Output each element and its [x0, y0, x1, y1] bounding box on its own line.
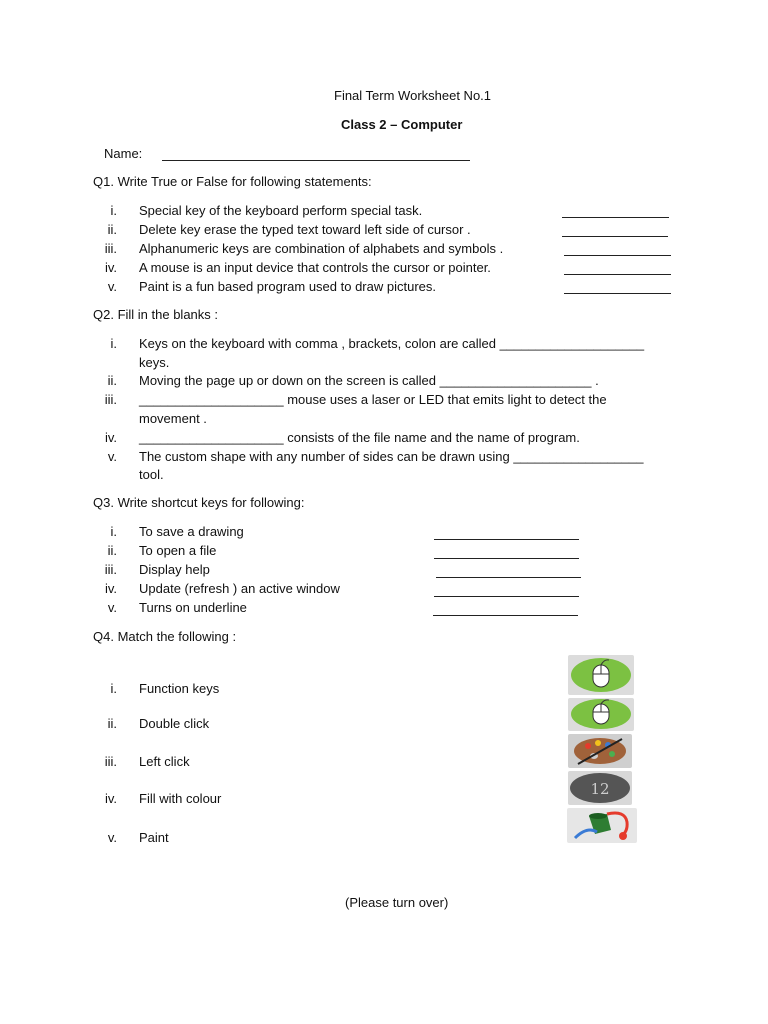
q3-item-1-numeral: i.	[110, 524, 117, 539]
paint-palette-icon	[568, 734, 632, 768]
q3-item-3-numeral: iii.	[104, 562, 117, 577]
q2-item-2-numeral: ii.	[107, 373, 117, 388]
q1-item-5-answer-line[interactable]	[564, 293, 671, 294]
q3-item-2-numeral: ii.	[107, 543, 117, 558]
q4-item-5-text: Paint	[139, 830, 169, 845]
q4-item-3-text: Left click	[139, 754, 190, 769]
q1-item-5-numeral: v.	[107, 279, 117, 294]
green-mouse-icon	[568, 698, 634, 731]
q3-item-4-text: Update (refresh ) an active window	[139, 581, 340, 596]
q3-item-2-answer-line[interactable]	[434, 558, 579, 559]
q2-heading: Q2. Fill in the blanks :	[93, 307, 218, 322]
q2-item-2-line1: Moving the page up or down on the screen is called _____________________ .	[139, 373, 599, 388]
q3-item-2-text: To open a file	[139, 543, 217, 558]
q1-item-1-text: Special key of the keyboard perform special task.	[139, 203, 423, 218]
q4-item-1-numeral: i.	[110, 681, 117, 696]
q3-item-1-text: To save a drawing	[139, 524, 244, 539]
please-turn-over: (Please turn over)	[345, 895, 449, 910]
q3-heading: Q3. Write shortcut keys for following:	[93, 495, 305, 510]
q4-item-2-text: Double click	[139, 716, 210, 731]
q1-heading: Q1. Write True or False for following statements:	[93, 174, 372, 189]
q2-item-3-line1: ____________________ mouse uses a laser or LED that emits light to detect the	[139, 392, 607, 407]
q1-item-2-numeral: ii.	[107, 222, 117, 237]
function-key-f12-icon	[568, 771, 632, 805]
q2-item-5-numeral: v.	[107, 449, 117, 464]
worksheet-title: Final Term Worksheet No.1	[334, 88, 492, 103]
q4-heading: Q4. Match the following :	[93, 629, 237, 644]
q1-item-4-numeral: iv.	[104, 260, 117, 275]
q4-item-5-numeral: v.	[107, 830, 117, 845]
q3-item-3-answer-line[interactable]	[436, 577, 581, 578]
q2-item-1-numeral: i.	[110, 336, 117, 351]
f12-label: 12	[590, 780, 610, 798]
q3-item-5-answer-line[interactable]	[433, 615, 578, 616]
q2-item-5-line2: tool.	[139, 467, 164, 482]
q1-item-3-numeral: iii.	[104, 241, 117, 256]
q1-item-3-text: Alphanumeric keys are combination of alphabets and symbols .	[139, 241, 504, 256]
paint-bucket-icon	[567, 808, 637, 843]
q2-item-3-line2: movement .	[139, 411, 207, 426]
q4-item-4-numeral: iv.	[104, 791, 117, 806]
name-label: Name:	[104, 146, 143, 161]
q1-item-2-answer-line[interactable]	[562, 236, 668, 237]
q2-item-3-numeral: iii.	[104, 392, 117, 407]
q2-item-4-numeral: iv.	[104, 430, 117, 445]
q1-item-1-numeral: i.	[110, 203, 117, 218]
q1-item-1-answer-line[interactable]	[562, 217, 669, 218]
q3-item-5-numeral: v.	[107, 600, 117, 615]
q1-item-5-text: Paint is a fun based program used to draw pictures.	[139, 279, 436, 294]
q4-item-2-numeral: ii.	[107, 716, 117, 731]
q4-item-3-numeral: iii.	[104, 754, 117, 769]
q1-item-2-text: Delete key erase the typed text toward left side of cursor .	[139, 222, 471, 237]
q3-item-5-text: Turns on underline	[139, 600, 247, 615]
q3-item-4-answer-line[interactable]	[434, 596, 579, 597]
q4-item-1-text: Function keys	[139, 681, 220, 696]
q3-item-1-answer-line[interactable]	[434, 539, 579, 540]
q2-item-4-line1: ____________________ consists of the file name and the name of program.	[139, 430, 580, 445]
q3-item-4-numeral: iv.	[104, 581, 117, 596]
class-subtitle: Class 2 – Computer	[341, 117, 463, 132]
q2-item-1-line1: Keys on the keyboard with comma , brackets, colon are called ____________________	[139, 336, 645, 351]
q2-item-5-line1: The custom shape with any number of sides can be drawn using __________________	[139, 449, 644, 464]
q4-item-4-text: Fill with colour	[139, 791, 222, 806]
q1-item-3-answer-line[interactable]	[564, 255, 671, 256]
q1-item-4-text: A mouse is an input device that controls the cursor or pointer.	[139, 260, 491, 275]
q1-item-4-answer-line[interactable]	[564, 274, 671, 275]
green-mouse-icon	[568, 655, 634, 695]
q2-item-1-line2: keys.	[139, 355, 170, 370]
q3-item-3-text: Display help	[139, 562, 210, 577]
name-blank-line[interactable]	[162, 160, 470, 161]
